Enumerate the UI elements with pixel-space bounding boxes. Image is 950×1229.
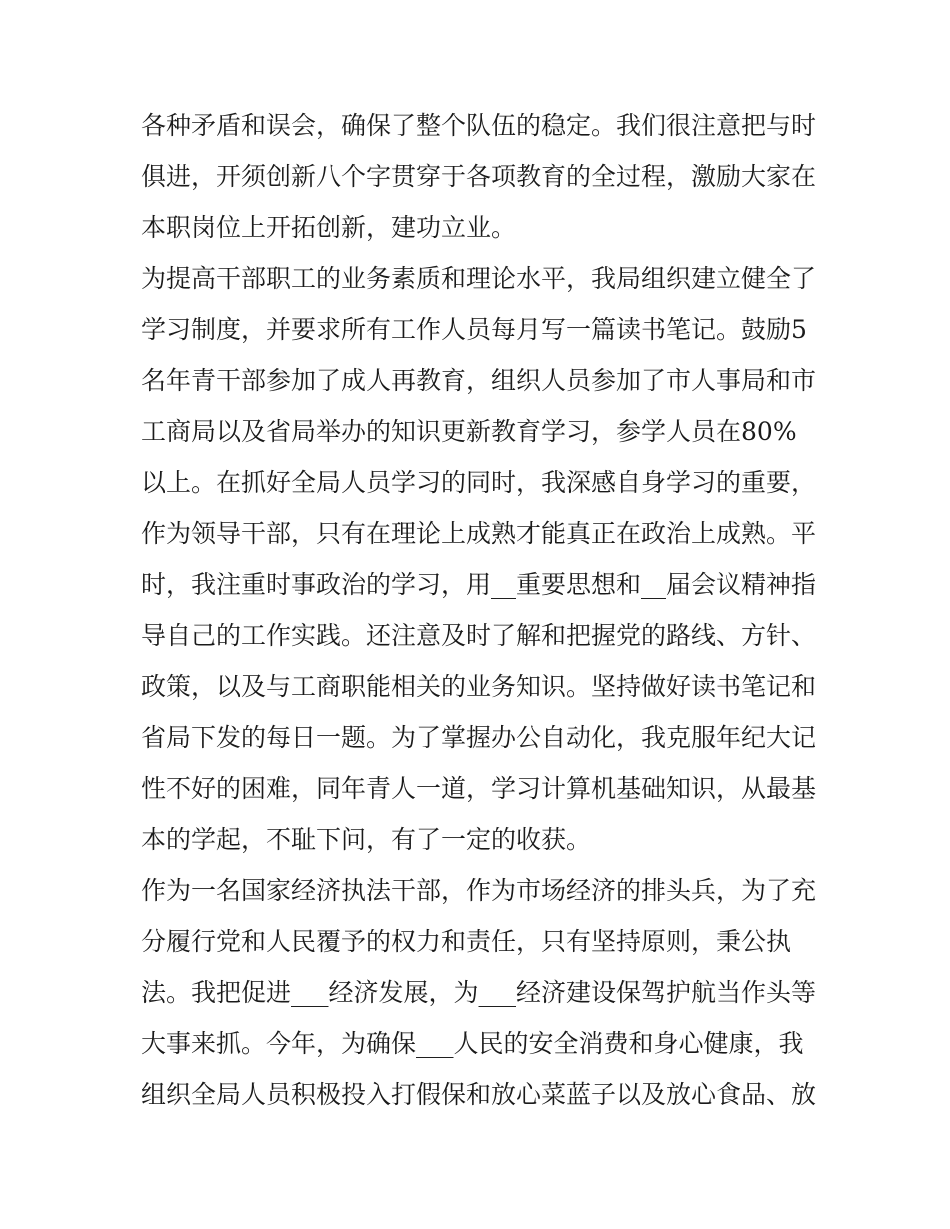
text-line: 本职岗位上开拓创新，建功立业。 bbox=[141, 213, 517, 242]
text-line: 本的学起，不耻下问，有了一定的收获。 bbox=[141, 825, 592, 854]
text-line: 作为领导干部，只有在理论上成熟才能真正在政治上成熟。平 bbox=[141, 519, 817, 548]
text-line: 省局下发的每日一题。为了掌握办公自动化，我克服年纪大记 bbox=[141, 723, 817, 752]
text-line: 俱进，开须创新八个字贯穿于各项教育的全过程，激励大家在 bbox=[141, 162, 817, 191]
text-line: 政策，以及与工商职能相关的业务知识。坚持做好读书笔记和 bbox=[141, 672, 817, 701]
text-line: 名年青干部参加了成人再教育，组织人员参加了市人事局和市 bbox=[141, 366, 817, 395]
text-line: 时，我注重时事政治的学习，用__重要思想和__届会议精神指 bbox=[141, 570, 817, 599]
text-line: 作为一名国家经济执法干部，作为市场经济的排头兵，为了充 bbox=[141, 876, 817, 905]
text-line: 导自己的工作实践。还注意及时了解和把握党的路线、方针、 bbox=[141, 621, 817, 650]
text-line: 分履行党和人民覆予的权力和责任，只有坚持原则，秉公执 bbox=[141, 927, 792, 956]
text-line: 大事来抓。今年，为确保___人民的安全消费和身心健康，我 bbox=[141, 1029, 804, 1058]
text-line: 性不好的困难，同年青人一道，学习计算机基础知识，从最基 bbox=[141, 774, 817, 803]
document-body bbox=[141, 100, 816, 1120]
text-line: 组织全局人员积极投入打假保和放心菜蓝子以及放心食品、放 bbox=[141, 1080, 817, 1109]
text-line: 学习制度，并要求所有工作人员每月写一篇读书笔记。鼓励5 bbox=[141, 315, 807, 344]
text-line: 法。我把促进___经济发展，为___经济建设保驾护航当作头等 bbox=[141, 978, 817, 1007]
text-line: 工商局以及省局举办的知识更新教育学习，参学人员在80% bbox=[141, 417, 797, 446]
text-line: 以上。在抓好全局人员学习的同时，我深感自身学习的重要， bbox=[141, 468, 817, 497]
text-line: 各种矛盾和误会，确保了整个队伍的稳定。我们很注意把与时 bbox=[141, 111, 817, 140]
text-line: 为提高干部职工的业务素质和理论水平，我局组织建立健全了 bbox=[141, 264, 817, 293]
